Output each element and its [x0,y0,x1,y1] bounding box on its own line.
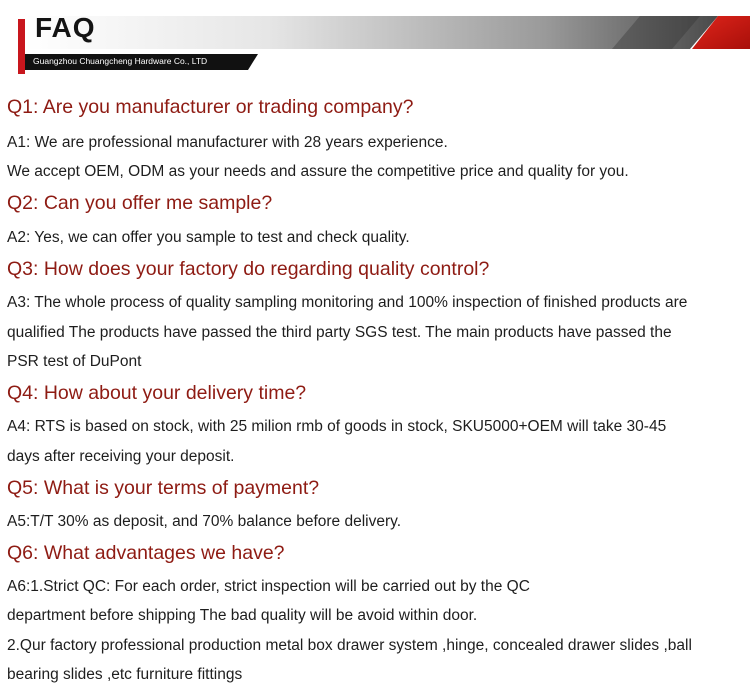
faq-answer-6-line-2: department before shipping The bad quality will be avoid within door. [7,607,478,624]
faq-question-5: Q5: What is your terms of payment? [7,477,320,499]
faq-answer-6-line-1: A6:1.Strict QC: For each order, strict inspection will be carried out by the QC [7,578,530,595]
faq-question-6: Q6: What advantages we have? [7,542,285,564]
page-title: FAQ [35,12,96,43]
banner-graphic [0,0,750,80]
faq-question-3: Q3: How does your factory do regarding quality control? [7,258,490,280]
red-accent-bar [18,19,25,74]
faq-question-4: Q4: How about your delivery time? [7,382,307,404]
faq-answer-4-line-1: A4: RTS is based on stock, with 25 milion rmb of goods in stock, SKU5000+OEM will take 30-45 [7,418,667,435]
faq-question-1: Q1: Are you manufacturer or trading company? [7,96,414,118]
company-name: Guangzhou Chuangcheng Hardware Co., LTD [33,56,208,66]
faq-answer-5-line-1: A5:T/T 30% as deposit, and 70% balance before delivery. [7,513,402,530]
faq-header-banner [0,0,750,80]
title-band [25,12,718,49]
faq-answer-3-line-1: A3: The whole process of quality sampling monitoring and 100% inspection of finished products are [7,294,688,311]
faq-answer-2-line-1: A2: Yes, we can offer you sample to test and check quality. [7,229,410,246]
faq-answer-3-line-2: qualified The products have passed the third party SGS test. The main products have passed the [7,324,672,341]
faq-answer-1-line-2: We accept OEM, ODM as your needs and assure the competitive price and quality for you. [7,163,629,180]
faq-question-2: Q2: Can you offer me sample? [7,192,273,214]
faq-answer-3-line-3: PSR test of DuPont [7,353,142,370]
faq-answer-6-line-3: 2.Qur factory professional production metal box drawer system ,hinge, concealed drawer slides ,ball [7,637,692,654]
faq-answer-1-line-1: A1: We are professional manufacturer with 28 years experience. [7,134,448,151]
faq-answer-4-line-2: days after receiving your deposit. [7,448,235,465]
faq-answer-6-line-4: bearing slides ,etc furniture fittings [7,666,243,683]
